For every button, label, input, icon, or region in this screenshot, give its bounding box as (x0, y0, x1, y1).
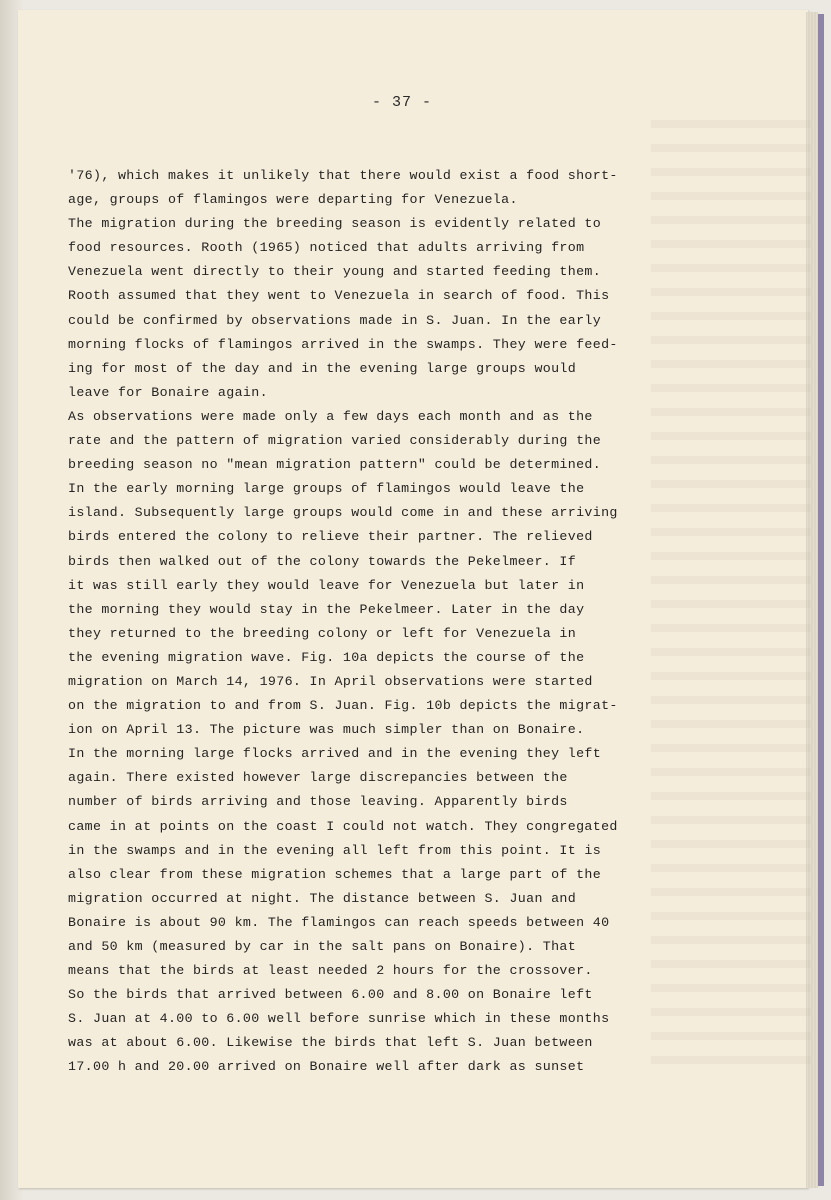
text-line: ion on April 13. The picture was much simpler than on Bonaire. (68, 722, 585, 738)
text-line: Bonaire is about 90 km. The flamingos can reach speeds between 40 (68, 914, 610, 930)
text-line: morning flocks of flamingos arrived in the swamps. They were feed- (68, 336, 618, 352)
text-line: could be confirmed by observations made in S. Juan. In the early (68, 312, 602, 328)
text-line: Rooth assumed that they went to Venezuela in search of food. This (68, 288, 610, 304)
text-line: also clear from these migration schemes that a large part of the (68, 866, 602, 882)
text-line: rate and the pattern of migration varied considerably during the (68, 433, 602, 449)
page-edges (806, 12, 818, 1188)
text-line: In the morning large flocks arrived and in the evening they left (68, 746, 602, 762)
text-line: they returned to the breeding colony or left for Venezuela in (68, 625, 577, 641)
text-line: birds entered the colony to relieve their partner. The relieved (68, 529, 593, 545)
text-line: Venezuela went directly to their young and started feeding them. (68, 264, 602, 280)
text-line: age, groups of flamingos were departing for Venezuela. (68, 192, 518, 208)
text-line: on the migration to and from S. Juan. Fig. 10b depicts the migrat- (68, 698, 618, 714)
text-line: the morning they would stay in the Pekelmeer. Later in the day (68, 601, 585, 617)
text-line: was at about 6.00. Likewise the birds that left S. Juan between (68, 1035, 593, 1051)
text-line: As observations were made only a few days each month and as the (68, 408, 593, 424)
text-line: 17.00 h and 20.00 arrived on Bonaire well after dark as sunset (68, 1059, 585, 1075)
text-line: breeding season no "mean migration pattern" could be determined. (68, 457, 602, 473)
text-line: migration occurred at night. The distance between S. Juan and (68, 890, 577, 906)
text-line: island. Subsequently large groups would come in and these arriving (68, 505, 618, 521)
text-line: ing for most of the day and in the evening large groups would (68, 360, 577, 376)
text-line: again. There existed however large discrepancies between the (68, 770, 568, 786)
body-text (68, 164, 728, 1080)
text-line: leave for Bonaire again. (68, 384, 268, 400)
text-line: birds then walked out of the colony towards the Pekelmeer. If (68, 553, 577, 569)
text-line: S. Juan at 4.00 to 6.00 well before sunrise which in these months (68, 1011, 610, 1027)
text-line: In the early morning large groups of flamingos would leave the (68, 481, 585, 497)
text-line: So the birds that arrived between 6.00 and 8.00 on Bonaire left (68, 987, 593, 1003)
text-line: '76), which makes it unlikely that there would exist a food short- (68, 168, 618, 183)
text-line: the evening migration wave. Fig. 10a depicts the course of the (68, 649, 585, 665)
cover-edge (818, 14, 824, 1186)
text-line: it was still early they would leave for Venezuela but later in (68, 577, 585, 593)
text-line: means that the birds at least needed 2 hours for the crossover. (68, 963, 593, 979)
text-line: The migration during the breeding season is evidently related to (68, 216, 602, 232)
text-line: food resources. Rooth (1965) noticed that adults arriving from (68, 240, 585, 256)
text-line: and 50 km (measured by car in the salt pans on Bonaire). That (68, 939, 577, 954)
text-line: number of birds arriving and those leaving. Apparently birds (68, 794, 568, 810)
page-number: - 37 - (372, 94, 433, 111)
text-line: in the swamps and in the evening all left from this point. It is (68, 842, 602, 858)
text-line: migration on March 14, 1976. In April observations were started (68, 673, 593, 689)
text-line: came in at points on the coast I could not watch. They congregated (68, 818, 618, 834)
